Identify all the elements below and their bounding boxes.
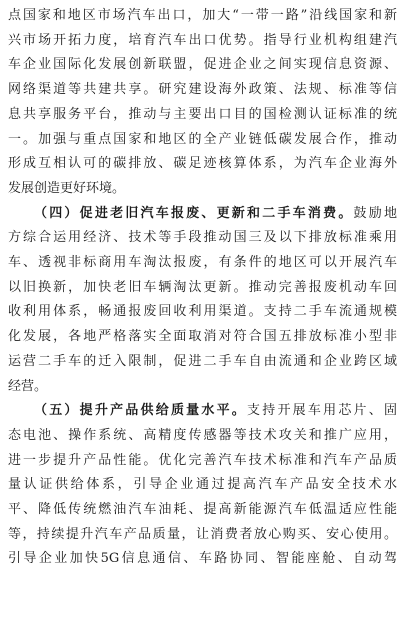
text-line: 点国家和地区市场汽车出口，加大“一带一路”沿线国家和新 xyxy=(8,8,397,23)
text-line: 化发展，各地严格落实全面取消对符合国五排放标准小型非 xyxy=(8,329,397,345)
text-line: 一。加强与重点国家和地区的全产业链低碳发展合作，推动 xyxy=(8,131,397,147)
section-heading: （四）促进老旧汽车报废、更新和二手车消费。 xyxy=(34,205,354,221)
text-line: 发展创造更好环境。 xyxy=(8,180,126,196)
text-line: 收利用体系，畅通报废回收利用渠道。支持二手车流通规模 xyxy=(8,304,397,320)
text-line: 运营二手车的迁入限制，促进二手车自由流通和企业跨区域 xyxy=(8,353,397,369)
text-line: 方综合运用经济、技术等手段推动国三及以下排放标准乘用 xyxy=(8,230,397,246)
section-heading-line xyxy=(8,202,397,227)
text-line: 兴市场开拓力度，培育汽车出口优势。指导行业机构组建汽 xyxy=(8,32,397,48)
text-line: 量认证供给体系，引导企业通过提高汽车产品安全技术水 xyxy=(8,477,397,493)
text-run: 鼓励地 xyxy=(353,205,397,221)
text-line: 网络渠道等共建共享。研究建设海外政策、法规、标准等信 xyxy=(8,82,397,98)
section-heading: （五）提升产品供给质量水平。 xyxy=(34,403,248,419)
text-line: 息共享服务平台，推动与主要出口目的国检测认证标准的统 xyxy=(8,106,397,122)
text-line: 形成互相认可的碳排放、碳足迹核算体系，为汽车企业海外 xyxy=(8,156,397,172)
text-line: 以旧换新，加快老旧车辆淘汰更新。推动完善报废机动车回 xyxy=(8,279,397,295)
paragraph-section-five xyxy=(8,399,397,572)
text-line: 经营。 xyxy=(8,378,48,394)
paragraph-export xyxy=(8,4,397,202)
text-line: 车、透视非标商用车淘汰报废，有条件的地区可以开展汽车 xyxy=(8,255,397,271)
text-line: 进一步提升产品性能。优化完善汽车技术标准和汽车产品质 xyxy=(8,452,397,468)
text-line: 等，持续提升汽车产品质量，让消费者放心购买、安心使用。 xyxy=(8,526,397,542)
paragraph-section-four xyxy=(8,202,397,400)
text-line: 态电池、操作系统、高精度传感器等技术攻关和推广应用， xyxy=(8,427,397,443)
text-run: 支持开展车用芯片、固 xyxy=(247,403,397,419)
text-line: 平、降低传统燃油汽车油耗、提高新能源汽车低温适应性能 xyxy=(8,502,397,518)
section-heading-line xyxy=(8,399,397,424)
text-line: 引导企业加快5G信息通信、车路协同、智能座舱、自动驾 xyxy=(8,551,397,567)
text-line: 车企业国际化发展创新联盟，促进企业之间实现信息资源、 xyxy=(8,57,397,73)
